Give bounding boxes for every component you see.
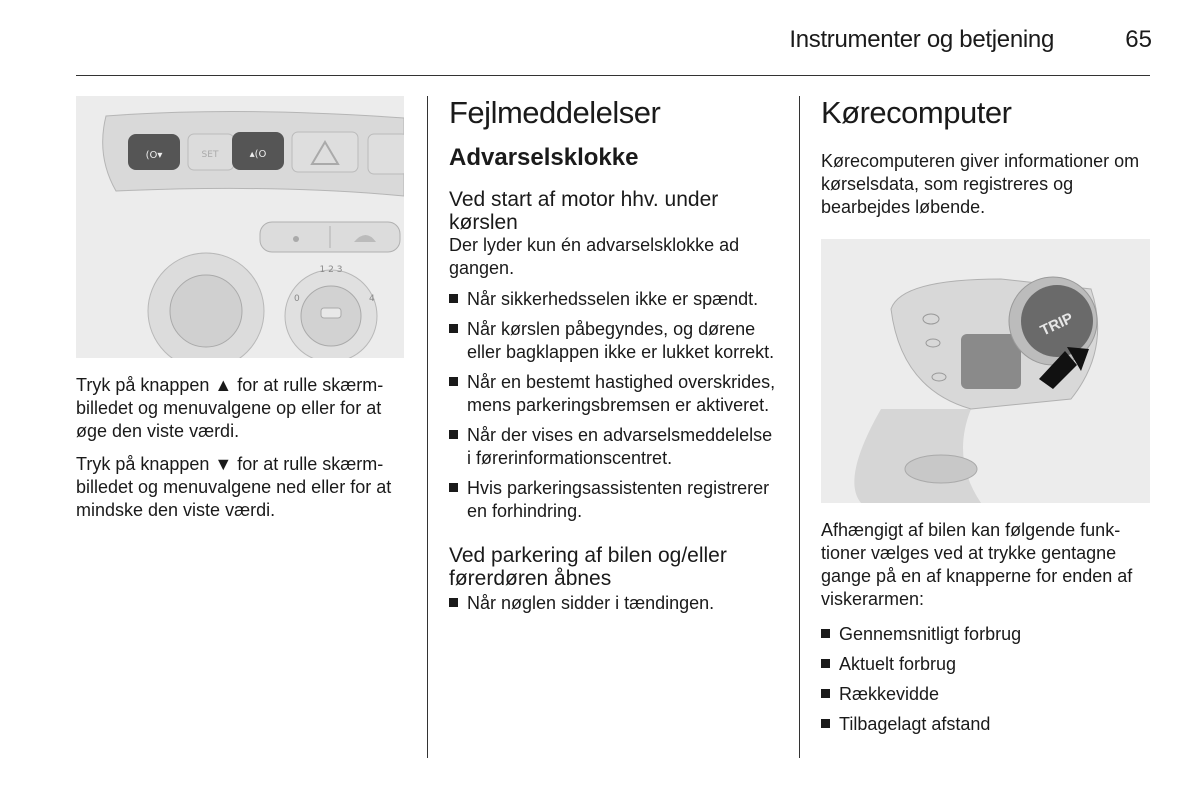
bullet-list [449,288,779,523]
svg-text:(O▾: (O▾ [145,150,163,161]
list-item: Når en bestemt hastighed overskrides, mens parkeringsbremsen er aktiveret. [449,371,779,417]
section-heading: Kørecomputer [821,95,1012,130]
column-left [76,96,406,532]
svg-text:0: 0 [294,294,300,304]
svg-text:4: 4 [369,294,375,304]
bullet-icon [449,324,458,333]
bullet-icon [821,689,830,698]
header-rule [76,75,1150,76]
column-divider [427,96,428,758]
svg-text:▴(O: ▴(O [249,149,267,160]
running-header-title: Instrumenter og betjening [789,26,1054,53]
list-item: Når nøglen sidder i tændingen. [449,592,779,615]
page-number: 65 [1125,26,1152,53]
bullet-list [821,623,1151,736]
column-divider [799,96,800,758]
paragraph: Der lyder kun én advarselsklokke ad gangen. [449,235,740,278]
list-item: Aktuelt forbrug [821,653,1151,676]
list-item: Når sikkerhedsselen ikke er spændt. [449,288,779,311]
bullet-icon [449,377,458,386]
paragraph: Tryk på knappen ▲ for at rulle skærmbilledet og menuvalgene op eller for at øge den viste værdi. [76,375,384,441]
bullet-icon [449,430,458,439]
subsection-heading: Advarselsklokke [449,144,639,171]
bullet-icon [821,719,830,728]
paragraph: Afhængigt af bilen kan følgende funktioner vælges ved at trykke gentagne gange på en af knapperne for enden af viskerarmen: [821,520,1133,609]
list-item: Når kørslen påbegyndes, og dørene eller bagklappen ikke er lukket korrekt. [449,318,779,364]
section-heading: Fejlmeddelelser [449,95,661,130]
list-item: Tilbagelagt afstand [821,713,1151,736]
paragraph: Kørecomputeren giver informationer om kørselsdata, som registreres og bearbejdes løbende. [821,151,1140,217]
bullet-icon [449,294,458,303]
svg-text:1 2 3: 1 2 3 [319,265,343,275]
list-item: Hvis parkeringsassistenten registrerer en forhindring. [449,477,779,523]
wiper-stalk-trip-button-illustration [821,239,1150,503]
list-item: Gennemsnitligt forbrug [821,623,1151,646]
bullet-icon [821,659,830,668]
dashboard-buttons-illustration [76,96,404,358]
topic-heading: Ved start af motor hhv. under kørslen [449,188,719,234]
bullet-icon [449,598,458,607]
paragraph: Tryk på knappen ▼ for at rulle skærmbilledet og menuvalgene ned eller for at mindske den viste værdi. [76,454,392,520]
list-item: Rækkevidde [821,683,1151,706]
column-middle [449,96,779,622]
trip-label: TRIP [1037,309,1076,340]
column-right [821,96,1151,743]
topic-heading: Ved parkering af bilen og/eller førerdøren åbnes [449,544,727,590]
bullet-list [449,592,779,615]
svg-text:SET: SET [201,150,219,160]
bullet-icon [821,629,830,638]
bullet-icon [449,483,458,492]
list-item: Når der vises en advarselsmeddelelse i førerinformationscentret. [449,424,779,470]
